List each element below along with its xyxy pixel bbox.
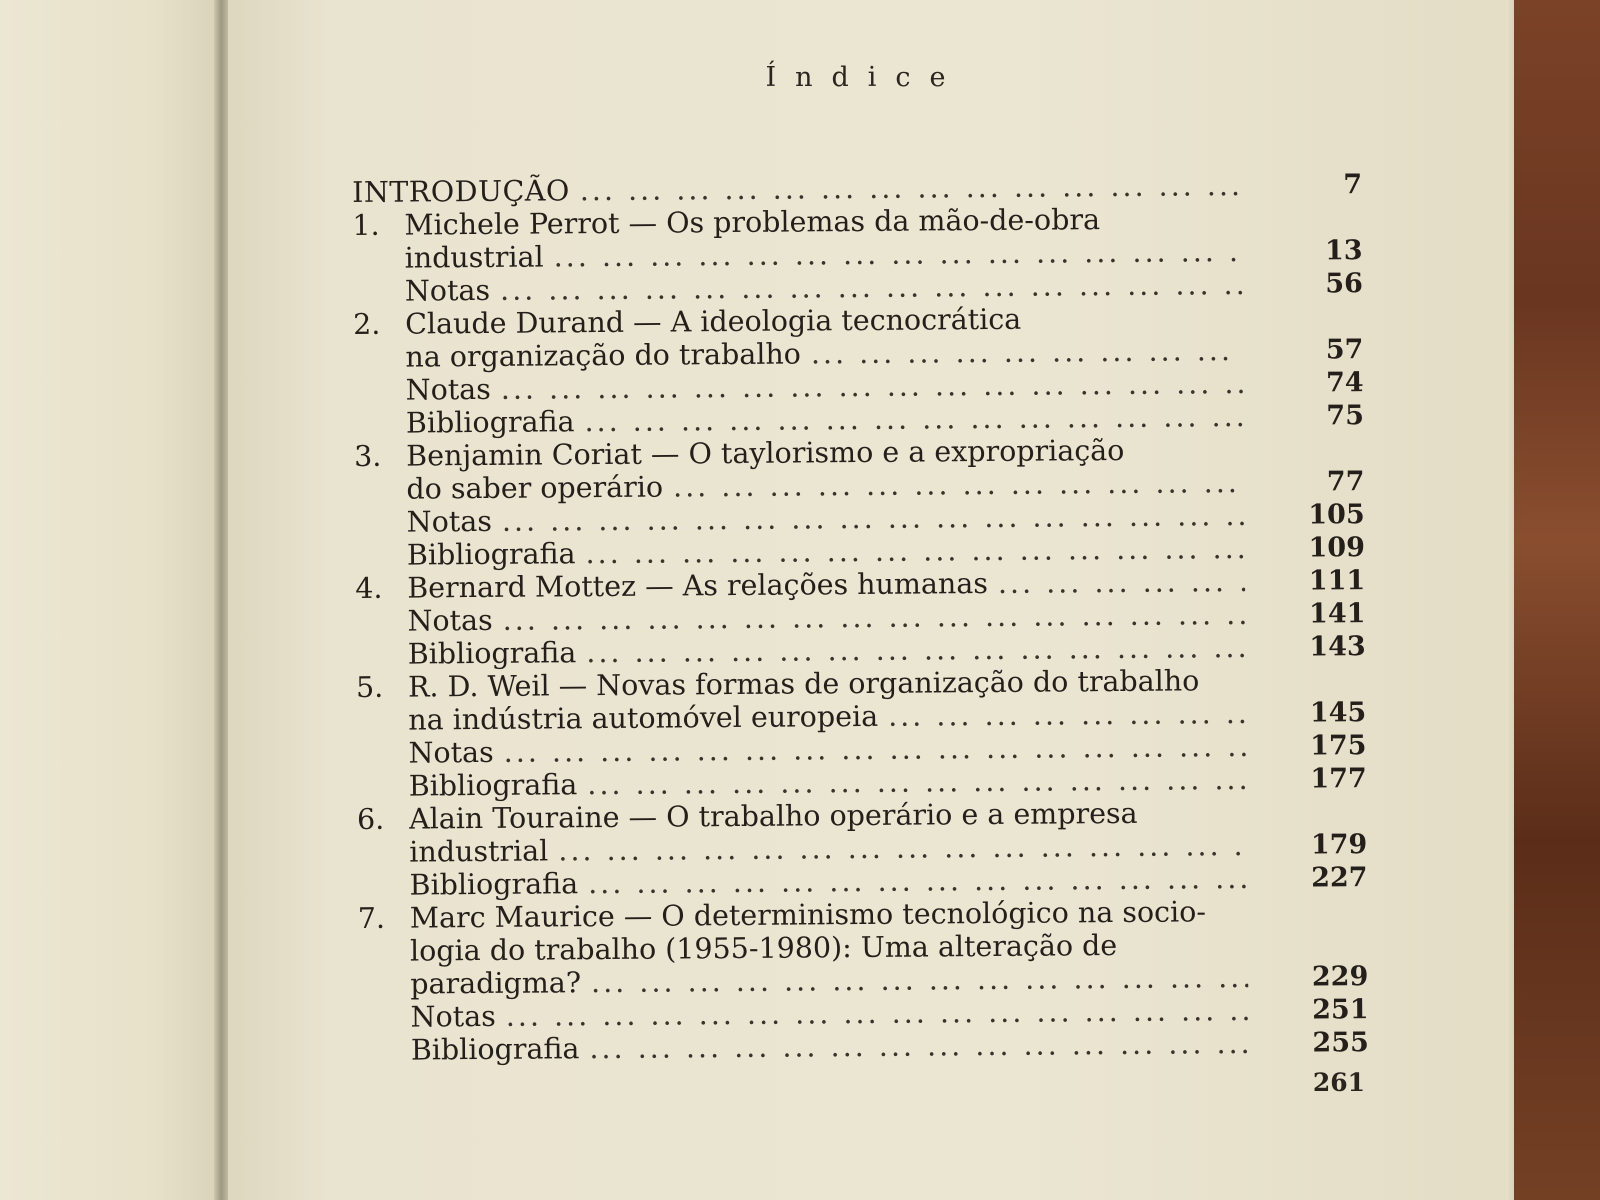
- chapter-heading-cont: na organização do trabalho: [405, 337, 802, 374]
- sub-entry-label: Bibliografia: [408, 768, 578, 803]
- dot-leader: [587, 763, 1247, 801]
- dot-leader: [585, 532, 1245, 570]
- toc-page-number: 57: [1325, 334, 1364, 366]
- toc-page-number: 141: [1308, 598, 1366, 630]
- chapter-heading: Marc Maurice — O determinismo tecnológico na socio-: [409, 895, 1207, 935]
- toc-page-number: 75: [1326, 400, 1365, 432]
- chapter-heading-cont: paradigma?: [410, 966, 582, 1001]
- toc-page-number: 109: [1308, 532, 1366, 564]
- chapter-number: 3.: [354, 439, 382, 473]
- sub-entry-label: Bibliografia: [409, 867, 579, 902]
- toc-page-number: 77: [1326, 466, 1365, 498]
- toc-page-number: 229: [1311, 961, 1369, 993]
- chapter-number: 7.: [357, 901, 386, 935]
- toc-page-number: 175: [1310, 730, 1367, 762]
- toc-page-number: 179: [1310, 829, 1368, 861]
- chapter-heading: Claude Durand — A ideologia tecnocrática: [405, 302, 1022, 341]
- chapter-heading: Benjamin Coriat — O taylorismo e a expropriação: [406, 433, 1125, 473]
- toc-page-number: 251: [1312, 994, 1369, 1026]
- chapter-number: 5.: [355, 670, 384, 704]
- dot-leader: [584, 400, 1244, 438]
- chapter-heading: Alain Touraine — O trabalho operário e a empresa: [408, 796, 1138, 836]
- dot-leader: [586, 631, 1246, 669]
- left-page: [0, 0, 222, 1200]
- chapter-heading: Bernard Mottez — As relações humanas: [407, 567, 989, 605]
- sub-entry-label: Bibliografia: [407, 636, 577, 671]
- toc-page-number: 143: [1309, 631, 1366, 663]
- chapter-heading-cont: do saber operário: [406, 470, 664, 506]
- toc-page-number: 105: [1308, 499, 1365, 531]
- sub-entry-label: Notas: [406, 504, 493, 539]
- dot-leader: [591, 961, 1248, 999]
- sub-entry-label: Notas: [408, 735, 494, 770]
- dot-leader: [888, 697, 1246, 733]
- page-folio-number: 261: [1312, 1068, 1365, 1097]
- dot-leader: [558, 829, 1247, 867]
- dot-leader: [673, 466, 1245, 503]
- dot-leader: [998, 565, 1246, 600]
- page-title: Índice: [765, 62, 965, 93]
- toc-page-number: 74: [1325, 367, 1364, 399]
- chapter-number: 6.: [356, 802, 385, 836]
- sub-entry-label: Bibliografia: [410, 1032, 580, 1067]
- chapter-heading: R. D. Weil — Novas formas de organização do trabalho: [407, 664, 1200, 704]
- toc-page-number: 145: [1309, 697, 1367, 729]
- sub-entry-label: Notas: [405, 372, 491, 407]
- chapter-heading-cont: industrial: [404, 240, 544, 275]
- toc-page-number: 111: [1308, 565, 1366, 597]
- toc-entry-label: INTRODUÇÃO: [352, 174, 570, 209]
- dot-leader: [554, 235, 1243, 273]
- dot-leader: [589, 1027, 1249, 1065]
- toc-page-number: 255: [1312, 1027, 1369, 1059]
- sub-entry-label: Bibliografia: [406, 537, 576, 572]
- dot-leader: [811, 334, 1244, 370]
- table-of-contents: [352, 168, 1369, 1067]
- toc-page-number: 56: [1325, 268, 1363, 300]
- sub-entry-label: Notas: [410, 999, 496, 1034]
- dot-leader: [588, 862, 1248, 900]
- dot-leader: [580, 169, 1243, 207]
- toc-page-number: 227: [1311, 862, 1368, 894]
- toc-page-number: 7: [1343, 169, 1363, 201]
- toc-page-number: 177: [1310, 763, 1367, 795]
- chapter-number: 2.: [353, 307, 381, 341]
- sub-entry-label: Notas: [404, 273, 491, 308]
- chapter-heading-cont: na indústria automóvel europeia: [408, 699, 879, 737]
- chapter-heading: Michele Perrot — Os problemas da mão-de-obra: [404, 203, 1101, 242]
- wooden-table: [1514, 0, 1600, 1200]
- chapter-number: 4.: [355, 571, 383, 605]
- sub-entry-label: Bibliografia: [405, 405, 575, 440]
- sub-entry-label: Notas: [407, 603, 493, 638]
- chapter-heading-cont: logia do trabalho (1955-1980): Uma alteração de: [409, 929, 1118, 968]
- chapter-number: 1.: [352, 208, 380, 242]
- chapter-heading-cont: industrial: [409, 834, 549, 869]
- toc-page-number: 13: [1324, 235, 1363, 267]
